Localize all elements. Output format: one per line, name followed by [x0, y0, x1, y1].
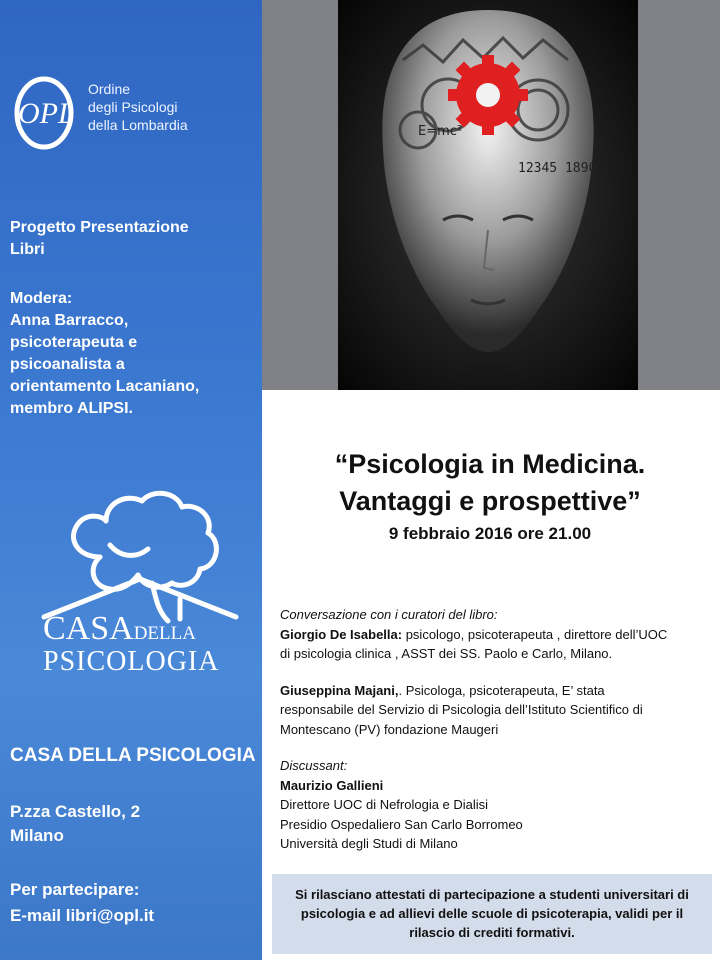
- curator-2-desc-cont: Montescano (PV) fondazione Maugeri: [280, 721, 499, 737]
- moderator-line: orientamento Lacaniano,: [10, 378, 200, 395]
- curator-2-desc-cont: responsabile del Servizio di Psicologia dell’Istituto Scientifico di: [280, 702, 643, 717]
- event-title-line: “Psicologia in Medicina.: [334, 449, 646, 479]
- moderator-line: Anna Barracco,: [10, 312, 129, 329]
- organization-name: [88, 80, 188, 134]
- participation-info: [10, 877, 154, 929]
- opl-logo-letters: OPL: [18, 97, 75, 130]
- red-gear-icon: [448, 55, 528, 135]
- note-line: psicologia e ad allievi delle scuole di psicoterapia, validi per il: [300, 906, 684, 921]
- psicologia-word: PSICOLOGIA: [43, 646, 220, 677]
- org-name-line: Ordine: [88, 81, 131, 97]
- moderator-label: Modera:: [10, 290, 73, 307]
- moderator-info: [10, 288, 250, 420]
- casa-word: CASA: [43, 610, 134, 647]
- opl-logo-mark: [8, 70, 84, 158]
- curators-intro: Conversazione con i curatori del libro:: [280, 607, 498, 622]
- project-title-line: Progetto Presentazione: [10, 219, 189, 236]
- event-date-time: 9 febbraio 2016 ore 21.00: [388, 524, 592, 543]
- event-title-block: [280, 446, 700, 544]
- svg-text:E=mc²: E=mc²: [418, 124, 463, 139]
- opl-logo: [8, 70, 248, 160]
- discussant-role: Direttore UOC di Nefrologia e Dialisi: [280, 797, 489, 812]
- moderator-line: psicoterapeuta e: [10, 334, 138, 351]
- svg-text:12345 1890: 12345 1890: [518, 161, 597, 176]
- hero-image-frame: [262, 0, 720, 390]
- note-line: Si rilasciano attestati di partecipazione a studenti universitari di: [295, 887, 689, 902]
- della-word: DELLA: [133, 623, 196, 644]
- note-line: rilascio di crediti formativi.: [409, 925, 575, 940]
- address-line: P.zza Castello, 2: [10, 802, 141, 821]
- project-title-line: Libri: [10, 241, 45, 258]
- participation-label: Per partecipare:: [10, 880, 140, 899]
- project-title: [10, 217, 250, 261]
- casa-logo-wordmark: [43, 610, 219, 678]
- curator-1-line: [280, 625, 712, 645]
- curator-2-desc: . Psicologa, psicoterapeuta, E’ stata: [398, 682, 605, 698]
- event-title: [280, 446, 700, 520]
- curator-1-desc: psicologo, psicoterapeuta , direttore dell’UOC: [402, 626, 668, 642]
- curator-2-name: Giuseppina Majani,: [280, 682, 399, 698]
- credits-note: [272, 874, 712, 954]
- discussant-role: Presidio Ospedaliero San Carlo Borromeo: [280, 816, 523, 832]
- curator-1-name: Giorgio De Isabella:: [280, 626, 403, 642]
- contact-email[interactable]: E-mail libri@opl.it: [10, 906, 155, 925]
- discussant-label: Discussant:: [280, 758, 348, 773]
- hero-head-illustration: [338, 0, 638, 390]
- moderator-line: psicoanalista a: [10, 356, 125, 373]
- venue-address: [10, 800, 140, 848]
- sidebar: [0, 0, 262, 960]
- discussant-name: Maurizio Gallieni: [280, 777, 384, 793]
- event-title-line: Vantaggi e prospettive”: [339, 486, 641, 516]
- moderator-line: membro ALIPSI.: [10, 400, 133, 417]
- org-name-line: degli Psicologi: [88, 99, 178, 115]
- event-details: [280, 605, 712, 854]
- org-name-line: della Lombardia: [88, 117, 188, 133]
- curator-1-desc-cont: di psicologia clinica , ASST dei SS. Paolo e Carlo, Milano.: [280, 646, 613, 661]
- discussant-role: Università degli Studi di Milano: [280, 836, 458, 851]
- curator-2-line: [280, 681, 712, 701]
- venue-name: CASA DELLA PSICOLOGIA: [10, 745, 256, 766]
- address-city: Milano: [10, 826, 64, 845]
